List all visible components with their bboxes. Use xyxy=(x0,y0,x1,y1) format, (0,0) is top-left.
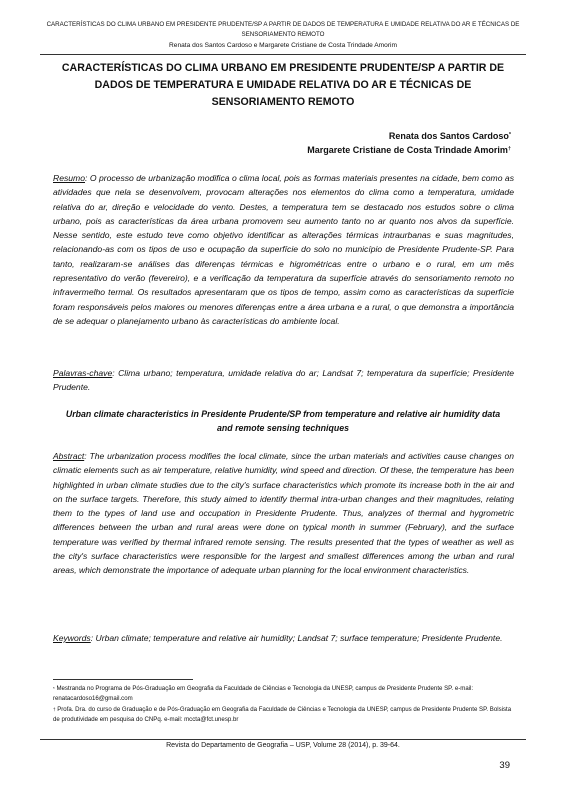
abstract-label: Abstract xyxy=(53,451,85,461)
keywords-paragraph xyxy=(53,631,514,645)
footnote-mark: * xyxy=(508,132,511,138)
author-name: Renata dos Santos Cardoso xyxy=(388,131,509,141)
footnote-2 xyxy=(53,705,514,724)
footnote-1 xyxy=(53,684,514,703)
resumo-label: Resumo xyxy=(53,173,85,183)
resumo-paragraph xyxy=(53,171,514,328)
journal-citation: Revista do Departamento de Geografia – USP, Volume 28 (2014), p. 39-64. xyxy=(166,742,400,749)
palavras-chave-text: : Clima urbano; temperatura, umidade relativa do ar; Landsat 7; temperatura da superfície; Presidente Prudente. xyxy=(53,368,514,393)
footer-divider xyxy=(40,739,526,740)
palavras-chave-label: Palavras-chave xyxy=(53,368,113,378)
footnote-divider xyxy=(53,679,193,680)
running-header-title: CARACTERÍSTICAS DO CLIMA URBANO EM PRESIDENTE PRUDENTE/SP A PARTIR DE DADOS DE TEMPERATURA E UMIDADE RELATIVA DO AR E TÉCNICAS DE SENSORIAMENTO REMOTO xyxy=(46,21,520,38)
page-number: 39 xyxy=(499,760,510,771)
abstract-paragraph xyxy=(53,449,514,578)
resumo-text: : O processo de urbanização modifica o clima local, pois as formas materiais presentes na cidade, bem como as atividades que nela se desenvolvem, provocam alterações nos elementos do clima como a temperatura, umidade relativa do ar, direção e velocidade do vento. Destes, a temperatura tem se destacado nos estudos sobre o clima urbano, pois as características da área urbana promovem seu aumento tanto no ar quanto nos alvos da superfície. Nesse sentido, este estudo teve como objetivo identificar as alterações térmicas intraurbanas e suas magnitudes, relacionando-as com os tipos de uso e ocupação da superfície do solo no município de Presidente Prudente-SP. Para tanto, realizaram-se análises das diferenças térmicas e higrométricas entre o urbano e o rural, em um mês representativo do verão (fevereiro), e a verificação da temperatura da superfície através do sensoriamento remoto no infravermelho termal. Os resultados apresentaram que os tipos de tempo, assim como as características da superfície foram responsáveis pelos maiores ou menores diferenças entre a área urbana e a rural, o que demonstra a importância de se adequar o planejamento urbano às características do ambiente local. xyxy=(53,173,514,326)
footnote-mark: * xyxy=(53,686,55,691)
header-divider xyxy=(40,54,526,55)
footnote-mark: † xyxy=(507,146,511,152)
abstract-text: : The urbanization process modifies the local climate, since the urban materials and activities cause changes on climatic elements such as air temperature, relative humidity, wind speed and direction. Of these, the temperature has been highlighted in urban climate studies due to the city's surface characteristics which promote its increase both in the air and on the surface targets. Therefore, this study aimed to identify thermal intra-urban changes and their magnitudes, relating them to the types of land use and occupation in Presidente Prudente. Thus, analyzes of thermal and hygrometric differences between the urban and rural areas were done on typical month in summer (February), and the surface temperature was verified by thermal infrared remote sensing. The results presented that the types of weather as well as the city's surface characteristics were responsible for the largest and smallest differences among the urban and rural areas, which demonstrate the importance of adequate urban planning for the local environment characteristics. xyxy=(53,451,514,576)
footnote-mark: † xyxy=(53,707,56,713)
footnote-text: Profa. Dra. do curso de Graduação e de Pós-Graduação em Geografia da Faculdade de Ciências e Tecnologia da UNESP, campus de Presidente Prudente SP. Bolsista de produtividade em pesquisa do CNPq. e-mail: mccta@fct.unesp.br xyxy=(53,706,512,723)
author-name: Margarete Cristiane de Costa Trindade Amorim xyxy=(307,145,508,155)
keywords-text: : Urban climate; temperature and relative air humidity; Landsat 7; surface temperature; Presidente Prudente. xyxy=(90,633,503,643)
author-2 xyxy=(307,143,511,157)
palavras-chave-paragraph xyxy=(53,366,514,395)
english-title: Urban climate characteristics in Presidente Prudente/SP from temperature and relative air humidity data and remote sensing techniques xyxy=(65,409,501,434)
paper-title: CARACTERÍSTICAS DO CLIMA URBANO EM PRESIDENTE PRUDENTE/SP A PARTIR DE DADOS DE TEMPERATURA E UMIDADE RELATIVA DO AR E TÉCNICAS DE SENSORIAMENTO REMOTO xyxy=(61,62,505,108)
footnotes xyxy=(53,684,514,726)
author-list xyxy=(307,129,511,157)
running-header xyxy=(40,20,526,51)
running-header-authors: Renata dos Santos Cardoso e Margarete Cristiane de Costa Trindade Amorim xyxy=(169,42,397,49)
footnote-text: Mestranda no Programa de Pós-Graduação em Geografia da Faculdade de Ciências e Tecnologia da UNESP, campus de Presidente Prudente SP. e-mail: renatacardoso16@gmail.com xyxy=(53,685,474,702)
author-1 xyxy=(307,129,511,143)
keywords-label: Keywords xyxy=(53,633,91,643)
